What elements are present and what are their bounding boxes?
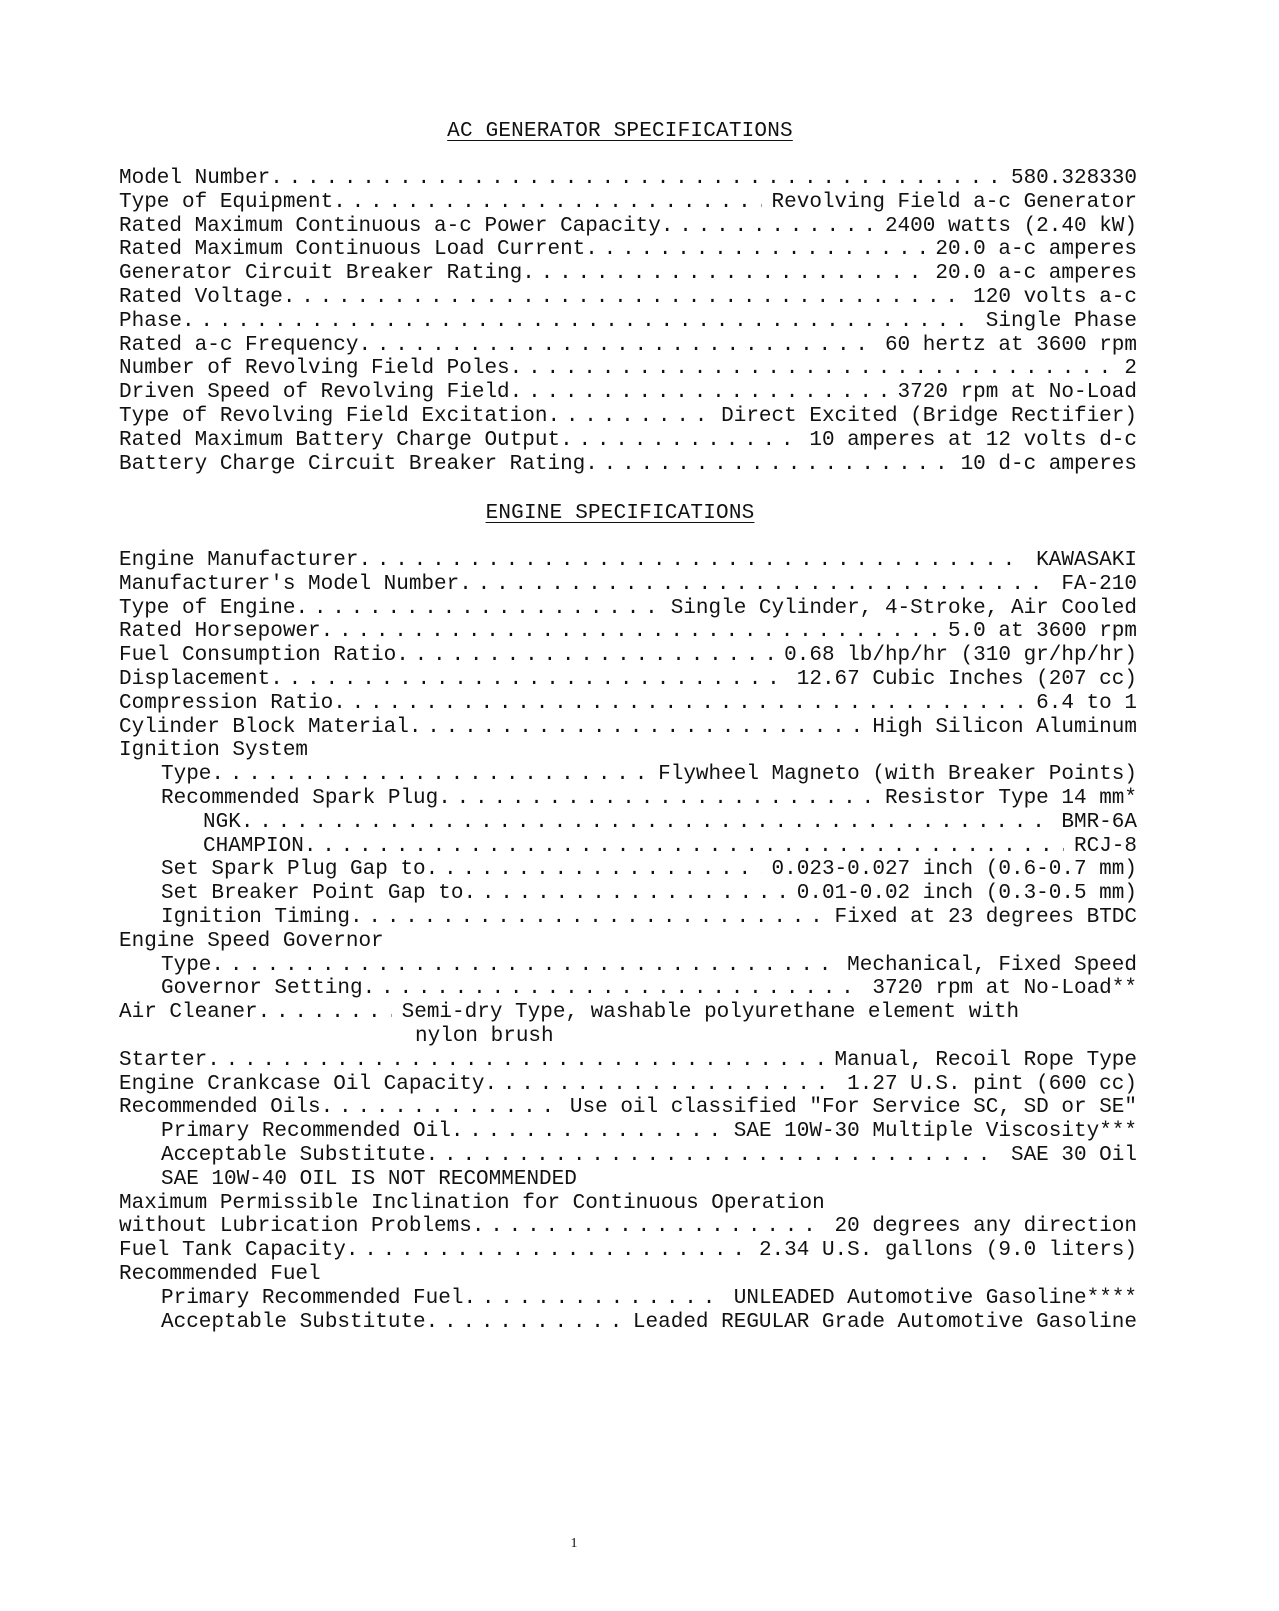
- spec-row: [119, 858, 1137, 882]
- spec-label: Rated Voltage: [119, 285, 283, 309]
- spec-value: FA-210: [1061, 572, 1137, 596]
- spec-value: 2.34 U.S. gallons (9.0 liters): [758, 1239, 1137, 1263]
- spec-label: Ignition Timing: [161, 905, 351, 929]
- spec-value: SAE 30 Oil: [1010, 1143, 1137, 1167]
- spec-label: Type of Equipment: [119, 190, 334, 214]
- spec-row: [119, 906, 1137, 930]
- spec-label: without Lubrication Problems: [119, 1215, 472, 1239]
- spec-value: 2400 watts (2.40 kW): [884, 214, 1137, 238]
- spec-row: [119, 334, 1137, 358]
- spec-label: Type of Revolving Field Excitation: [119, 404, 548, 428]
- spec-value: 20 degrees any direction: [834, 1215, 1137, 1239]
- spec-label: Recommended Spark Plug: [161, 786, 439, 810]
- spec-row: [119, 668, 1137, 692]
- spec-value: Leaded REGULAR Grade Automotive Gasoline: [632, 1310, 1137, 1334]
- spec-value: 3720 rpm at No-Load: [897, 381, 1137, 405]
- spec-value: High Silicon Aluminum: [872, 715, 1137, 739]
- spec-row: [119, 453, 1137, 477]
- spec-row: [119, 1001, 1137, 1025]
- spec-value: 120 volts a-c: [973, 285, 1137, 309]
- spec-label: CHAMPION: [203, 834, 304, 858]
- spec-label: Primary Recommended Oil: [161, 1120, 451, 1144]
- spec-row: [119, 1144, 1137, 1168]
- spec-label: Compression Ratio: [119, 691, 334, 715]
- spec-label: Rated a-c Frequency: [119, 333, 359, 357]
- spec-value: SAE 10W-30 Multiple Viscosity***: [733, 1120, 1137, 1144]
- spec-label: Type of Engine: [119, 596, 296, 620]
- spec-label: Acceptable Substitute: [161, 1143, 426, 1167]
- spec-group-heading: [119, 739, 1137, 763]
- spec-row: [119, 429, 1137, 453]
- spec-value: 10 amperes at 12 volts d-c: [809, 428, 1137, 452]
- spec-label: Generator Circuit Breaker Rating: [119, 262, 523, 286]
- spec-label: Rated Maximum Battery Charge Output: [119, 428, 561, 452]
- spec-group-heading: [119, 930, 1137, 954]
- spec-label: Fuel Tank Capacity: [119, 1239, 346, 1263]
- spec-value: Manual, Recoil Rope Type: [834, 1048, 1137, 1072]
- spec-row: [119, 357, 1137, 381]
- spec-value: 3720 rpm at No-Load**: [872, 977, 1137, 1001]
- spec-row: [119, 1073, 1137, 1097]
- spec-row: [119, 1049, 1137, 1073]
- spec-row: [119, 787, 1137, 811]
- spec-label: Rated Horsepower: [119, 620, 321, 644]
- spec-row: [119, 1096, 1137, 1120]
- spec-row: [119, 549, 1137, 573]
- spec-value-continuation: [119, 1025, 1137, 1049]
- engine-spec-list: [119, 549, 1137, 1334]
- spec-label: Engine Crankcase Oil Capacity: [119, 1072, 485, 1096]
- spec-value: KAWASAKI: [1036, 549, 1137, 572]
- spec-row: [119, 1120, 1137, 1144]
- spec-value: 0.68 lb/hp/hr (310 gr/hp/hr): [784, 644, 1137, 668]
- spec-row: [119, 1311, 1137, 1335]
- spec-label: Starter: [119, 1048, 208, 1072]
- spec-label: Set Breaker Point Gap to: [161, 882, 464, 906]
- spec-label: Fuel Consumption Ratio: [119, 644, 397, 668]
- spec-value: 580.328330: [1010, 167, 1137, 190]
- spec-value: Single Phase: [985, 309, 1137, 333]
- spec-row: [119, 692, 1137, 716]
- spec-label: Recommended Oils: [119, 1096, 321, 1120]
- spec-group-heading: [119, 1192, 1137, 1216]
- spec-value: UNLEADED Automotive Gasoline****: [733, 1286, 1137, 1310]
- spec-value: Direct Excited (Bridge Rectifier): [721, 404, 1137, 428]
- spec-label: Battery Charge Circuit Breaker Rating: [119, 452, 586, 476]
- spec-label: Rated Maximum Continuous a-c Power Capacity: [119, 214, 661, 238]
- spec-row: [119, 215, 1137, 239]
- spec-value: Semi-dry Type, washable polyurethane element with: [401, 1001, 1020, 1025]
- spec-label: Engine Manufacturer: [119, 549, 359, 572]
- spec-value: 6.4 to 1: [1036, 691, 1137, 715]
- ac-generator-spec-list: [119, 167, 1137, 476]
- spec-label: Set Spark Plug Gap to: [161, 858, 426, 882]
- spec-row: [119, 286, 1137, 310]
- spec-row: [119, 262, 1137, 286]
- spec-row: [119, 191, 1137, 215]
- spec-row: [119, 1239, 1137, 1263]
- spec-row: [119, 1215, 1137, 1239]
- spec-value: 20.0 a-c amperes: [935, 262, 1137, 286]
- spec-group-heading: [119, 1263, 1137, 1287]
- spec-label: Type: [161, 763, 212, 787]
- spec-label: Acceptable Substitute: [161, 1310, 426, 1334]
- spec-value: 1.27 U.S. pint (600 cc): [847, 1072, 1137, 1096]
- spec-label: Recommended Fuel: [119, 1262, 321, 1286]
- spec-row: [119, 763, 1137, 787]
- spec-label: Manufacturer's Model Number: [119, 572, 460, 596]
- spec-row: [119, 882, 1137, 906]
- spec-value: 5.0 at 3600 rpm: [947, 620, 1137, 644]
- spec-value: RCJ-8: [1073, 834, 1137, 858]
- spec-value: Resistor Type 14 mm*: [884, 786, 1137, 810]
- spec-row: [119, 310, 1137, 334]
- spec-row: [119, 405, 1137, 429]
- ac-generator-heading: AC GENERATOR SPECIFICATIONS: [447, 120, 793, 143]
- spec-label: Engine Speed Governor: [119, 929, 384, 953]
- spec-value: 10 d-c amperes: [960, 452, 1137, 476]
- spec-value: 12.67 Cubic Inches (207 cc): [796, 667, 1137, 691]
- spec-row: [119, 977, 1137, 1001]
- spec-row: [119, 716, 1137, 740]
- spec-note: [119, 1168, 1137, 1192]
- spec-label: Air Cleaner: [119, 1001, 258, 1025]
- spec-value: Use oil classified "For Service SC, SD or SE": [569, 1096, 1137, 1120]
- spec-row: [119, 573, 1137, 597]
- spec-label: Primary Recommended Fuel: [161, 1286, 464, 1310]
- spec-value: Revolving Field a-c Generator: [771, 190, 1137, 214]
- spec-row: [119, 1287, 1137, 1311]
- spec-label: Number of Revolving Field Poles: [119, 357, 510, 381]
- spec-value: 60 hertz at 3600 rpm: [884, 333, 1137, 357]
- spec-row: [119, 644, 1137, 668]
- spec-value: BMR-6A: [1061, 810, 1137, 834]
- spec-row: [119, 167, 1137, 191]
- spec-row: [119, 835, 1137, 859]
- spec-row: [119, 811, 1137, 835]
- spec-row: [119, 954, 1137, 978]
- spec-label: SAE 10W-40 OIL IS NOT RECOMMENDED: [161, 1167, 577, 1191]
- spec-label: Governor Setting: [161, 977, 363, 1001]
- spec-label: Model Number: [119, 167, 271, 190]
- engine-heading: ENGINE SPECIFICATIONS: [485, 502, 755, 525]
- spec-label: Rated Maximum Continuous Load Current: [119, 238, 586, 262]
- spec-row: [119, 238, 1137, 262]
- spec-label: Ignition System: [119, 739, 309, 763]
- spec-row: [119, 381, 1137, 405]
- spec-value: 2: [1124, 357, 1137, 381]
- spec-value: nylon brush: [415, 1024, 554, 1048]
- spec-value: 20.0 a-c amperes: [935, 238, 1137, 262]
- page-number: 1: [570, 1536, 578, 1551]
- spec-label: Driven Speed of Revolving Field: [119, 381, 510, 405]
- spec-value: Fixed at 23 degrees BTDC: [834, 905, 1137, 929]
- spec-value: Single Cylinder, 4-Stroke, Air Cooled: [670, 596, 1137, 620]
- spec-label: Type: [161, 953, 212, 977]
- spec-label: Cylinder Block Material: [119, 715, 409, 739]
- spec-label: Phase: [119, 309, 183, 333]
- spec-value: 0.023-0.027 inch (0.6-0.7 mm): [771, 858, 1137, 882]
- spec-row: [119, 597, 1137, 621]
- spec-value: 0.01-0.02 inch (0.3-0.5 mm): [796, 882, 1137, 906]
- spec-value: Flywheel Magneto (with Breaker Points): [658, 763, 1137, 787]
- spec-label: Maximum Permissible Inclination for Continuous Operation: [119, 1191, 825, 1215]
- spec-row: [119, 620, 1137, 644]
- spec-value: Mechanical, Fixed Speed: [847, 953, 1137, 977]
- spec-label: NGK: [203, 810, 241, 834]
- spec-label: Displacement: [119, 667, 271, 691]
